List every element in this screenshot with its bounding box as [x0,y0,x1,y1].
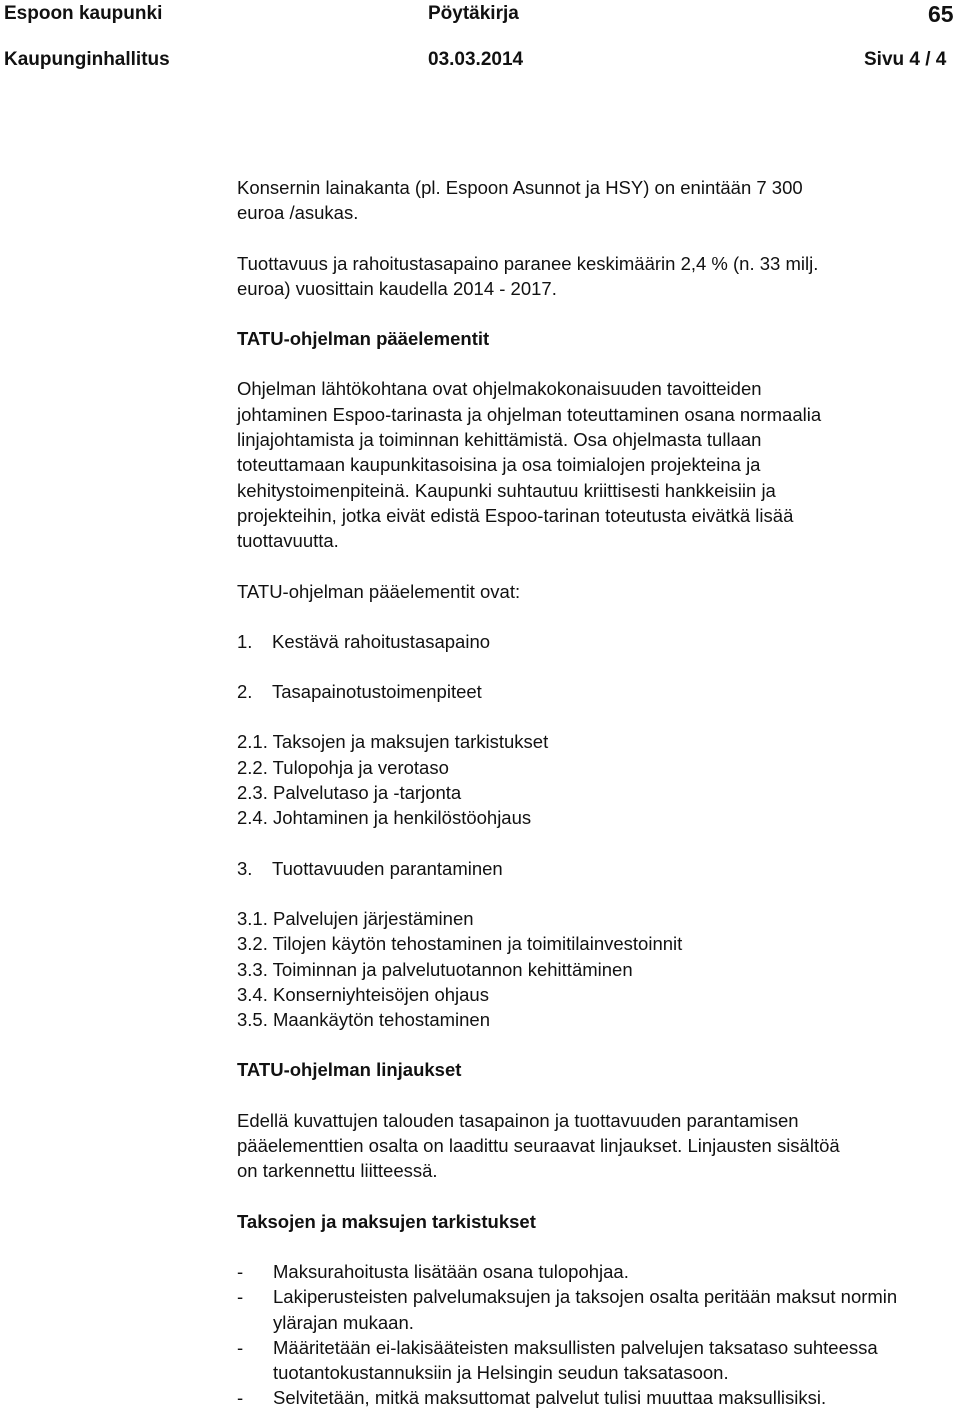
section-heading: Taksojen ja maksujen tarkistukset [237,1210,536,1232]
list-item [237,629,960,654]
list-text: Tasapainotustoimenpiteet [272,681,482,703]
header-section-number: 65 [928,1,954,27]
list-number: 1. [237,630,253,652]
sub-list-item: 2.4. Johtaminen ja henkilöstöohjaus [237,807,532,829]
section-heading: TATU-ohjelman pääelementit [237,328,490,350]
document-body [237,175,960,1411]
bullet-item [237,1385,960,1410]
header-doc-type: Pöytäkirja [428,3,519,24]
body-line: pääelementtien osalta on laadittu seuraavat linjaukset. Linjausten sisältöä [237,1135,840,1157]
header-org: Espoon kaupunki [4,3,163,24]
body-line: projekteihin, jotka eivät edistä Espoo-tarinan toteutusta eivätkä lisää [237,504,794,526]
bullet-text: Selvitetään, mitkä maksuttomat palvelut tulisi muuttaa maksullisiksi. [273,1387,827,1409]
sub-list-item: 3.4. Konserniyhteisöjen ohjaus [237,983,489,1005]
body-line: johtaminen Espoo-tarinasta ja ohjelman toteuttaminen osana normaalia [237,403,822,425]
header-body: Kaupunginhallitus [4,49,170,70]
header-date: 03.03.2014 [428,49,524,70]
bullet-dash: - [237,1387,244,1409]
intro-line: euroa /asukas. [237,202,359,224]
bullet-text: Lakiperusteisten palvelumaksujen ja taksojen osalta peritään maksut normin ylärajan mukaan. [273,1286,898,1333]
sub-list-item: 3.1. Palvelujen järjestäminen [237,907,474,929]
sub-list-item: 3.3. Toiminnan ja palvelutuotannon kehittäminen [237,958,633,980]
sub-list-item: 3.5. Maankäytön tehostaminen [237,1009,490,1031]
header-page-number: Sivu 4 / 4 [864,49,947,70]
sub-list-item: 3.2. Tilojen käytön tehostaminen ja toimitilainvestoinnit [237,933,683,955]
body-line: toteuttamaan kaupunkitasoisina ja osa toimialojen projekteina ja [237,454,761,476]
list-text: Tuottavuuden parantaminen [272,857,503,879]
section-heading: TATU-ohjelman linjaukset [237,1059,462,1081]
bullet-item [237,1284,960,1335]
bullet-item [237,1335,960,1386]
body-line: Edellä kuvattujen talouden tasapainon ja tuottavuuden parantamisen [237,1109,799,1131]
body-line: tuottavuutta. [237,530,339,552]
list-item [237,679,960,704]
body-line: linjajohtamista ja toiminnan kehittämistä. Osa ohjelmasta tullaan [237,429,762,451]
bullet-text: Määritetään ei-lakisääteisten maksullisten palvelujen taksataso suhteessa tuotantokustannuksiin ja Helsingin seudun taksatasoon. [273,1336,878,1384]
body-line: Ohjelman lähtökohtana ovat ohjelmakokonaisuuden tavoitteiden [237,378,762,400]
list-number: 2. [237,681,253,703]
bullet-dash: - [237,1336,244,1358]
list-item [237,856,960,881]
intro-line: Konsernin lainakanta (pl. Espoon Asunnot ja HSY) on enintään 7 300 [237,177,803,198]
sub-list-item: 2.1. Taksojen ja maksujen tarkistukset [237,731,549,753]
bullet-text: Maksurahoitusta lisätään osana tulopohjaa. [273,1260,629,1282]
bullet-item [237,1259,960,1284]
list-number: 3. [237,857,253,879]
sub-list-item: 2.3. Palvelutaso ja -tarjonta [237,782,462,804]
bullet-dash: - [237,1286,244,1308]
bullet-dash: - [237,1260,244,1282]
list-text: Kestävä rahoitustasapaino [272,630,491,652]
sub-list-item: 2.2. Tulopohja ja verotaso [237,756,449,778]
body-line: on tarkennettu liitteessä. [237,1160,438,1182]
intro-line: Tuottavuus ja rahoitustasapaino paranee keskimäärin 2,4 % (n. 33 milj. [237,252,819,274]
body-line: kehitystoimenpiteinä. Kaupunki suhtautuu kriittisesti hankkeisiin ja [237,479,776,501]
intro-line: euroa) vuosittain kaudella 2014 - 2017. [237,277,557,299]
list-intro: TATU-ohjelman pääelementit ovat: [237,580,521,602]
